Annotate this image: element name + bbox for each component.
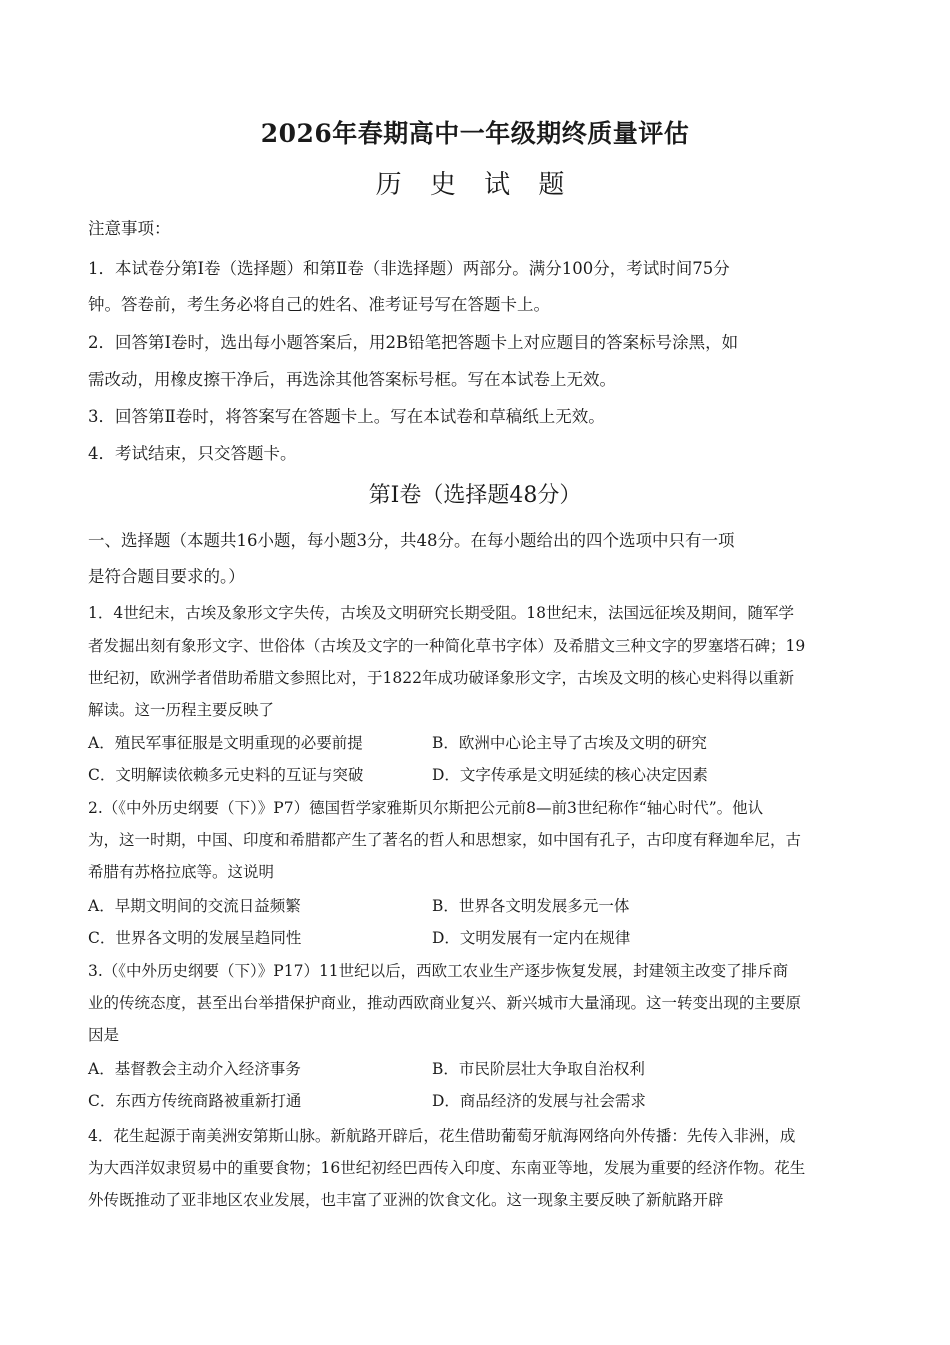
question-1-line-3: 世纪初，欧洲学者借助希腊文参照比对，于1822年成功破译象形文字，古埃及文明的核心史料得以重新 xyxy=(88,669,794,687)
question-1-option-c: C．文明解读依赖多元史料的互证与突破 xyxy=(88,766,364,784)
question-4-line-3: 外传既推动了亚非地区农业发展，也丰富了亚洲的饮食文化。这一现象主要反映了新航路开辟 xyxy=(88,1191,724,1209)
question-1-option-d: D．文字传承是文明延续的核心决定因素 xyxy=(432,766,708,784)
question-3-option-c: C．东西方传统商路被重新打通 xyxy=(88,1092,302,1110)
question-3-option-d: D．商品经济的发展与社会需求 xyxy=(432,1092,646,1110)
exam-subject: 历 史 试 题 xyxy=(375,170,575,200)
notice-item-2-line-2: 需改动，用橡皮擦干净后，再选涂其他答案标号框。写在本试卷上无效。 xyxy=(88,370,616,389)
question-2-line-1: 2.（《中外历史纲要（下）》P7）德国哲学家雅斯贝尔斯把公元前8—前3世纪称作“轴心时代”。他认 xyxy=(88,799,764,817)
question-1-option-a: A．殖民军事征服是文明重现的必要前提 xyxy=(88,734,363,752)
question-3-line-3: 因是 xyxy=(88,1026,120,1044)
question-3-option-a: A．基督教会主动介入经济事务 xyxy=(88,1060,301,1078)
question-3-line-1: 3.（《中外历史纲要（下）》P17）11世纪以后，西欧工农业生产逐步恢复发展，封建领主改变了排斥商 xyxy=(88,962,789,980)
question-2-line-3: 希腊有苏格拉底等。这说明 xyxy=(88,863,275,881)
notice-heading: 注意事项： xyxy=(88,219,171,238)
question-1-line-1: 1．4世纪末，古埃及象形文字失传，古埃及文明研究长期受阻。18世纪末，法国远征埃及期间，随军学 xyxy=(88,604,794,622)
question-2-line-2: 为，这一时期，中国、印度和希腊都产生了著名的哲人和思想家，如中国有孔子，古印度有释迦牟尼，古 xyxy=(88,831,802,849)
question-1-line-4: 解读。这一历程主要反映了 xyxy=(88,701,275,719)
section-instruction-line-1: 一、选择题（本题共16小题，每小题3分，共48分。在每小题给出的四个选项中只有一项 xyxy=(88,531,735,550)
question-4-line-1: 4．花生起源于南美洲安第斯山脉。新航路开辟后，花生借助葡萄牙航海网络向外传播：先传入非洲，成 xyxy=(88,1127,796,1145)
notice-item-4: 4．考试结束，只交答题卡。 xyxy=(88,444,297,463)
notice-item-3: 3．回答第Ⅱ卷时，将答案写在答题卡上。写在本试卷和草稿纸上无效。 xyxy=(88,407,605,426)
notice-item-1-line-2: 钟。答卷前，考生务必将自己的姓名、准考证号写在答题卡上。 xyxy=(88,295,550,314)
notice-item-2-line-1: 2．回答第Ⅰ卷时，选出每小题答案后，用2B铅笔把答题卡上对应题目的答案标号涂黑，如 xyxy=(88,333,739,352)
section-title: 第Ⅰ卷（选择题48分） xyxy=(368,483,582,508)
section-instruction-line-2: 是符合题目要求的。） xyxy=(88,567,245,586)
question-2-option-d: D．文明发展有一定内在规律 xyxy=(432,929,631,947)
question-4-line-2: 为大西洋奴隶贸易中的重要食物；16世纪初经巴西传入印度、东南亚等地，发展为重要的经济作物。花生 xyxy=(88,1159,806,1177)
question-2-option-a: A．早期文明间的交流日益频繁 xyxy=(88,897,301,915)
question-1-option-b: B．欧洲中心论主导了古埃及文明的研究 xyxy=(432,734,707,752)
question-3-line-2: 业的传统态度，甚至出台举措保护商业，推动西欧商业复兴、新兴城市大量涌现。这一转变出现的主要原 xyxy=(88,994,802,1012)
question-2-option-b: B．世界各文明发展多元一体 xyxy=(432,897,630,915)
exam-title: 2026年春期高中一年级期终质量评估 xyxy=(260,119,690,148)
question-1-line-2: 者发掘出刻有象形文字、世俗体（古埃及文字的一种简化草书字体）及希腊文三种文字的罗塞塔石碑；19 xyxy=(88,637,806,655)
notice-item-1-line-1: 1．本试卷分第Ⅰ卷（选择题）和第Ⅱ卷（非选择题）两部分。满分100分，考试时间75分 xyxy=(88,259,730,278)
question-3-option-b: B．市民阶层壮大争取自治权利 xyxy=(432,1060,645,1078)
question-2-option-c: C．世界各文明的发展呈趋同性 xyxy=(88,929,302,947)
